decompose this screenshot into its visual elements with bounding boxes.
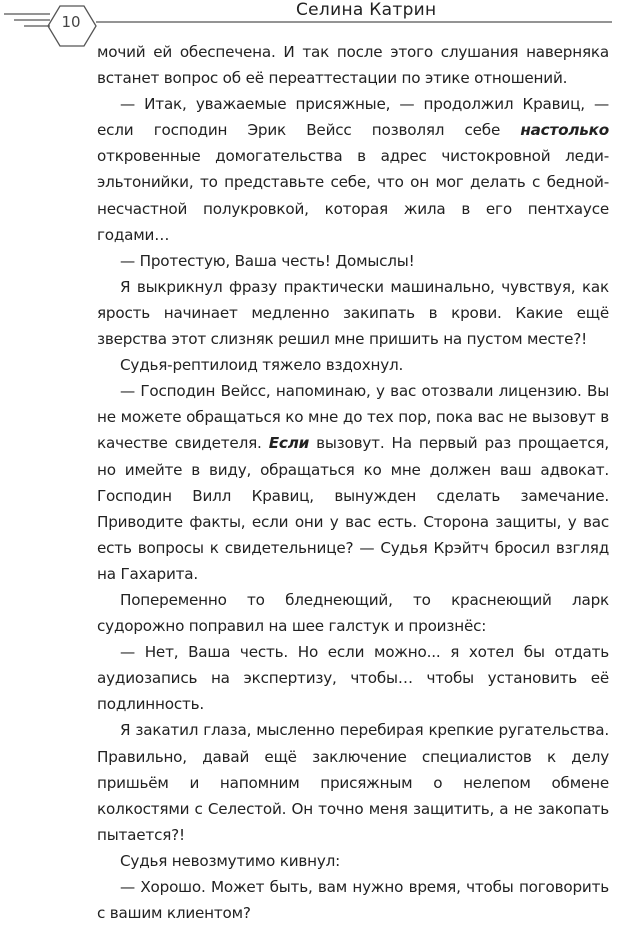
- paragraph: Я выкрикнул фразу практически машинально, чувствуя, как ярость начинает медленно закипать в крови. Какие ещё зверства этот слизняк решил мне пришить на пустом месте?!: [97, 277, 609, 349]
- emphasis: Если: [268, 434, 310, 453]
- paragraph: — Протестую, Ваша честь! Домыслы!: [120, 251, 415, 270]
- paragraph: Я закатил глаза, мысленно перебирая крепкие ругательства. Правильно, давай ещё заключение специалистов к делу пришьём и напомним присяжным о нелепом обмене колкостями с Селестой. Он точно меня защитить, а не закопать пытается?!: [97, 721, 609, 844]
- paragraph: — Хорошо. Может быть, вам нужно время, чтобы поговорить с вашим клиентом?: [97, 878, 609, 923]
- running-title: Селина Катрин: [296, 0, 437, 20]
- paragraph: — Итак, уважаемые присяжные, — продолжил Кравиц, — если господин Эрик Вейсс позволял себе настолько откровенные домогательства в адрес чистокровной леди-эльтонийки, то представьте себе, что он мог делать с бедной-несчастной полукровкой, которая жила в его пентхаусе годами…: [97, 95, 609, 244]
- emphasis: настолько: [520, 121, 609, 140]
- paragraph: Попеременно то бледнеющий, то краснеющий ларк судорожно поправил на шее галстук и произнёс:: [97, 590, 609, 636]
- page-number: 10: [61, 13, 81, 31]
- paragraph: Судья невозмутимо кивнул:: [120, 851, 341, 870]
- body-text: [97, 39, 609, 926]
- paragraph: Судья-рептилоид тяжело вздохнул.: [120, 356, 404, 375]
- paragraph: мочий ей обеспечена. И так после этого слушания наверняка встанет вопрос об её переаттестации по этике отношений.: [97, 43, 609, 88]
- paragraph: — Господин Вейсс, напоминаю, у вас отозвали лицензию. Вы не можете обращаться ко мне до тех пор, пока вас не вызовут в качестве свидетеля. Если вызовут. На первый раз прощается, но имейте в виду, обращаться ко мне должен ваш адвокат. Господин Вилл Кравиц, вынужден сделать замечание. Приводите факты, если они у вас есть. Сторона защиты, у вас есть вопросы к свидетельнице? — Судья Крэйтч бросил взгляд на Гахарита.: [97, 382, 610, 583]
- paragraph: — Нет, Ваша честь. Но если можно... я хотел бы отдать аудиозапись на экспертизу, чтобы… чтобы установить её подлинность.: [97, 643, 609, 714]
